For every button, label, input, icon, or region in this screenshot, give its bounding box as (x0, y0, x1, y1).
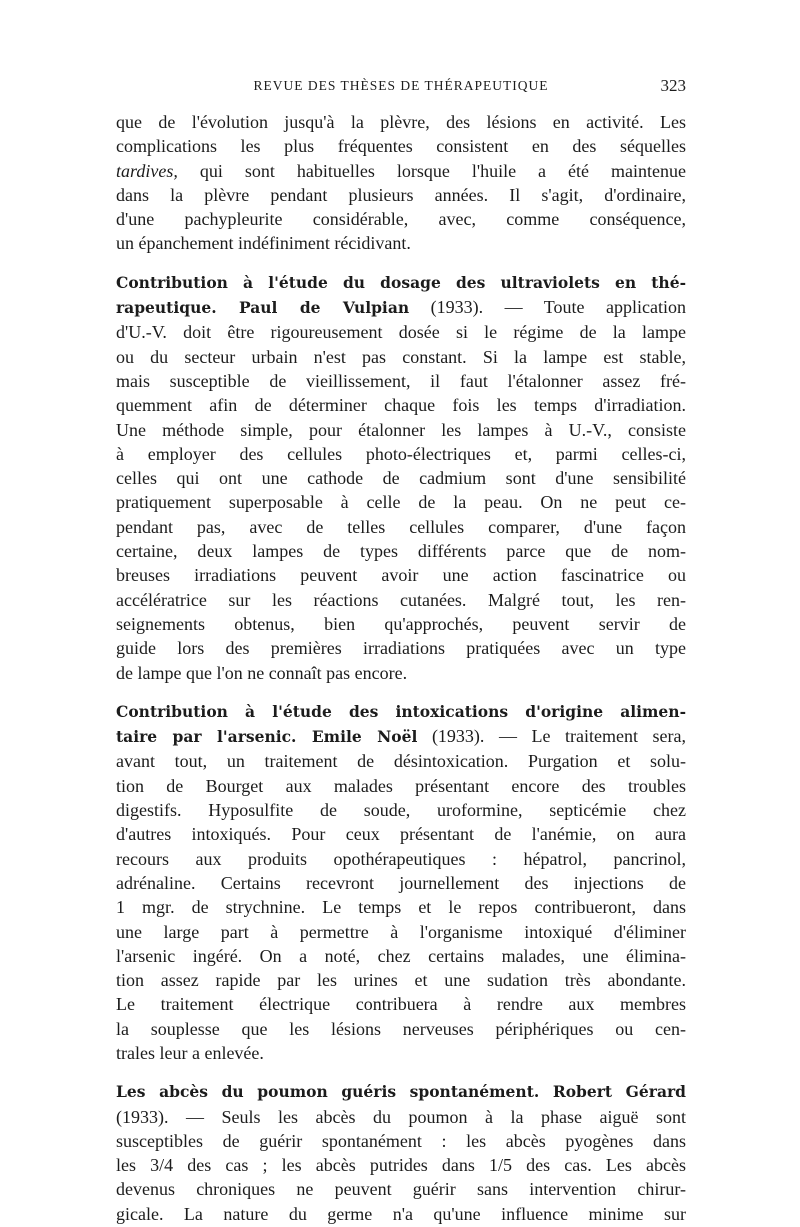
body-text (116, 110, 686, 1226)
text-line: 1 mgr. de strychnine. Le temps et le repos contribueront, dans (116, 897, 686, 918)
entry-year: (1933). (430, 297, 484, 318)
entry-title: Contribution à l'étude des intoxications d'origine alimen- (116, 701, 686, 721)
text-line: Le traitement électrique contribuera à rendre aux membres (116, 994, 686, 1015)
text-line: seignements obtenus, bien qu'approchés, peuvent servir de (116, 613, 686, 634)
text-line: la souplesse que les lésions nerveuses périphériques ou cen- (116, 1018, 686, 1039)
entry-title-author: rapeutique. Paul de Vulpian (116, 298, 410, 318)
text-line: recours aux produits opothérapeutiques : hépatrol, pancrinol, (116, 848, 686, 869)
text-line: dans la plèvre pendant plusieurs années. Il s'agit, d'ordinaire, (116, 184, 686, 205)
text-line: de lampe que l'on ne connaît pas encore. (116, 662, 408, 683)
text-line: breuses irradiations peuvent avoir une action fascinatrice ou (116, 565, 686, 586)
thesis-entry-abces-poumon (116, 1080, 686, 1226)
text-line: que de l'évolution jusqu'à la plèvre, des lésions en activité. Les (116, 112, 686, 132)
text-line: quemment afin de déterminer chaque fois les temps d'irradiation. (116, 395, 686, 416)
text-line: taire par l'arsenic. Emile Noël (1933). — Le traitement sera, (116, 726, 686, 747)
text-line: d'autres intoxiqués. Pour ceux présentant de l'anémie, on aura (116, 824, 686, 845)
text-line: celles qui ont une cathode de cadmium sont d'une sensibilité (116, 468, 686, 489)
text-line: (1933). — Seuls les abcès du poumon à la phase aiguë sont (116, 1106, 686, 1127)
text-line: les 3/4 des cas ; les abcès putrides dans 1/5 des cas. Les abcès (116, 1155, 686, 1176)
entry-year: (1933). (431, 726, 485, 747)
text-line: Une méthode simple, pour étalonner les lampes à U.-V., consiste (116, 419, 686, 440)
text-line: avant tout, un traitement de désintoxication. Purgation et solu- (116, 751, 686, 772)
text-line: tardives, qui sont habituelles lorsque l'huile a été maintenue (116, 160, 687, 181)
text-line: susceptibles de guérir spontanément : les abcès pyogènes dans (116, 1130, 686, 1151)
thesis-entry-ultraviolets (116, 271, 686, 685)
text-line: d'une pachypleurite considérable, avec, comme conséquence, (116, 209, 686, 230)
text-line: devenus chroniques ne peuvent guérir sans intervention chirur- (116, 1179, 686, 1200)
text-line: rapeutique. Paul de Vulpian (1933). — Toute application (116, 297, 687, 318)
italic-word: tardives, (116, 160, 178, 181)
text-line: tion assez rapide par les urines et une sudation très abondante. (116, 970, 686, 991)
page-number: 323 (660, 76, 686, 95)
text-line: pendant pas, avec de telles cellules comparer, d'une façon (116, 516, 686, 537)
entry-title: Contribution à l'étude du dosage des ultraviolets en thé- (116, 272, 686, 292)
text-line: digestifs. Hyposulfite de soude, uroformine, septicémie chez (116, 800, 686, 821)
text-line: mais susceptible de vieillissement, il faut l'étalonner assez fré- (116, 370, 686, 391)
text-line: pratiquement superposable à celle de la peau. On ne peut ce- (116, 492, 686, 513)
text-line: d'U.-V. doit être rigoureusement dosée si le régime de la lampe (116, 322, 686, 343)
text-line: certaine, deux lampes de types différents parce que de nom- (116, 541, 686, 562)
text-line: un épanchement indéfiniment récidivant. (116, 233, 411, 254)
text-line: gicale. La nature du germe n'a qu'une influence minime sur (116, 1203, 686, 1224)
text-line: à employer des cellules photo-électriques et, parmi celles-ci, (116, 443, 686, 464)
text-line: tion de Bourget aux malades présentant encore des troubles (116, 775, 686, 796)
text-line: l'arsenic ingéré. On a noté, chez certains malades, une élimina- (116, 945, 686, 966)
text-line: guide lors des premières irradiations pratiquées avec un type (116, 638, 686, 659)
thesis-entry-arsenic (116, 700, 686, 1065)
continuation-paragraph (116, 110, 686, 256)
running-head (116, 78, 686, 102)
entry-title-author: taire par l'arsenic. Emile Noël (116, 727, 418, 747)
text-line: trales leur a enlevée. (116, 1042, 264, 1063)
entry-title: Les abcès du poumon guéris spontanément. Robert Gérard (116, 1082, 686, 1102)
running-title: REVUE DES THÈSES DE THÉRAPEUTIQUE (253, 78, 549, 93)
text-line: ou du secteur urbain n'est pas constant. Si la lampe est stable, (116, 346, 686, 367)
text-line: adrénaline. Certains recevront journellement des injections de (116, 872, 686, 893)
text-line: une large part à permettre à l'organisme intoxiqué d'éliminer (116, 921, 686, 942)
text-line: accélératrice sur les réactions cutanées. Malgré tout, les ren- (116, 589, 686, 610)
text-line: complications les plus fréquentes consistent en des séquelles (116, 136, 686, 157)
entry-year: (1933). (116, 1106, 169, 1127)
